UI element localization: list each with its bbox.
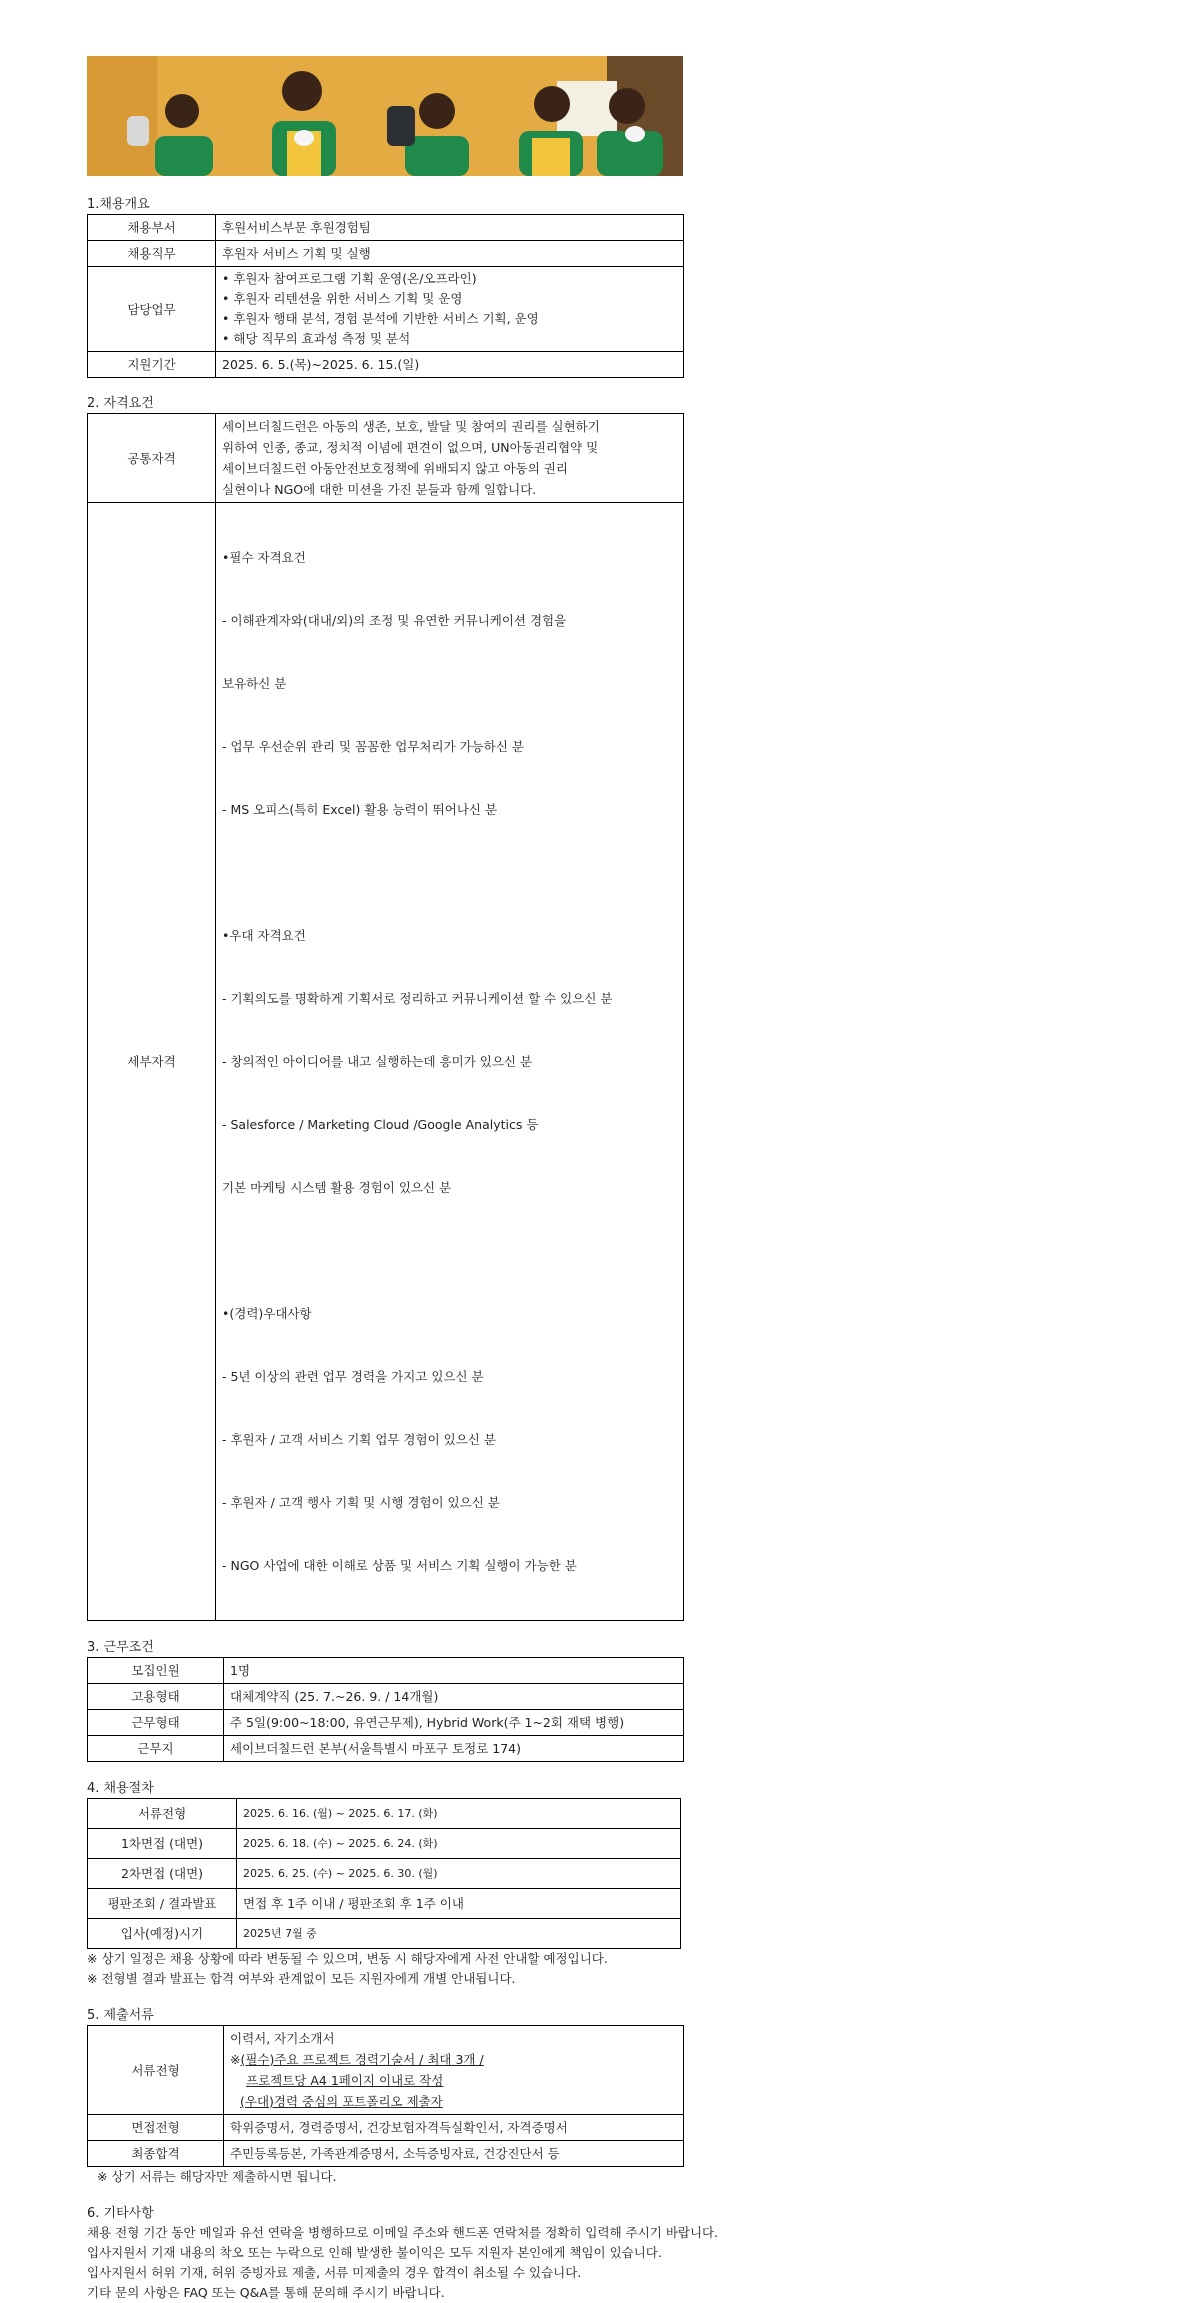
blank-line — [222, 862, 677, 883]
documents-note: ※ 상기 서류는 해당자만 제출하시면 됩니다. — [97, 2169, 337, 2184]
blank-line — [222, 1240, 677, 1261]
children-photo-illustration — [87, 56, 683, 176]
text-line — [230, 2049, 677, 2070]
text-line: - Salesforce / Marketing Cloud /Google Analytics 등 — [222, 1117, 539, 1132]
table-row — [88, 1799, 681, 1829]
row-label: 최종합격 — [88, 2141, 224, 2167]
row-label: 근무형태 — [88, 1710, 224, 1736]
text-line: - 후원자 / 고객 서비스 기획 업무 경험이 있으신 분 — [222, 1432, 496, 1447]
schedule-note: ※ 상기 일정은 채용 상황에 따라 변동될 수 있으며, 변동 시 해당자에게 사전 안내할 예정입니다. — [87, 1951, 608, 1966]
duty-line: • 후원자 리텐션을 위한 서비스 기획 및 운영 — [222, 291, 463, 306]
text-line — [230, 2091, 677, 2112]
text-line: 실현이나 NGO에 대한 미션을 가진 분들과 함께 일합니다. — [222, 482, 537, 497]
text-line: 세이브더칠드런은 아동의 생존, 보호, 발달 및 참여의 권리를 실현하기 — [222, 419, 600, 434]
text-line: 보유하신 분 — [222, 676, 287, 691]
row-label: 채용직무 — [88, 241, 216, 267]
section-6-title: 6. 기타사항 — [87, 2206, 154, 2221]
row-label: 서류전형 — [88, 2026, 224, 2115]
duty-line: • 해당 직무의 효과성 측정 및 분석 — [222, 331, 411, 346]
documents-table — [87, 2025, 684, 2167]
text-line: 채용 전형 기간 동안 메일과 유선 연락을 병행하므로 이메일 주소와 핸드폰 연락처를 정확히 입력해 주시기 바랍니다. — [87, 2225, 719, 2240]
row-label: 면접전형 — [88, 2115, 224, 2141]
row-label: 평판조회 / 결과발표 — [88, 1889, 237, 1919]
qualification-table — [87, 413, 684, 1621]
table-row — [88, 1658, 684, 1684]
doc-review-cell — [224, 2026, 684, 2115]
table-row — [88, 1889, 681, 1919]
row-label: 1차면접 (대면) — [88, 1829, 237, 1859]
table-row — [88, 414, 684, 503]
text-line: 이력서, 자기소개서 — [230, 2031, 335, 2046]
duties-cell — [216, 267, 684, 352]
table-row — [88, 215, 684, 241]
table-row — [88, 2141, 684, 2167]
required-doc-text: 프로젝트당 A4 1페이지 이내로 작성 — [246, 2073, 444, 2088]
row-label: 2차면접 (대면) — [88, 1859, 237, 1889]
table-row — [88, 241, 684, 267]
row-value: 2025. 6. 25. (수) ~ 2025. 6. 30. (월) — [237, 1859, 681, 1889]
section-2-title: 2. 자격요건 — [87, 396, 154, 411]
text-line — [230, 2070, 677, 2091]
working-conditions-table — [87, 1657, 684, 1762]
text-line: 입사지원서 허위 기재, 허위 증빙자료 제출, 서류 미제출의 경우 합격이 취소될 수 있습니다. — [87, 2265, 582, 2280]
hiring-process-table — [87, 1798, 681, 1949]
text-line: - 업무 우선순위 관리 및 꼼꼼한 업무처리가 가능하신 분 — [222, 739, 524, 754]
row-value: 학위증명서, 경력증명서, 건강보험자격득실확인서, 자격증명서 — [224, 2115, 684, 2141]
row-value: 후원자 서비스 기획 및 실행 — [216, 241, 684, 267]
row-label: 채용부서 — [88, 215, 216, 241]
section-1-title: 1.채용개요 — [87, 197, 150, 212]
text-line: - NGO 사업에 대한 이해로 상품 및 서비스 기획 실행이 가능한 분 — [222, 1558, 577, 1573]
row-value: 2025. 6. 5.(목)~2025. 6. 15.(일) — [216, 352, 684, 378]
table-row — [88, 1859, 681, 1889]
overview-table — [87, 214, 684, 378]
row-label: 고용형태 — [88, 1684, 224, 1710]
text-line: - 5년 이상의 관련 업무 경력을 가지고 있으신 분 — [222, 1369, 484, 1384]
text-line: 기본 마케팅 시스템 활용 경험이 있으신 분 — [222, 1180, 452, 1195]
row-value: 후원서비스부문 후원경험팀 — [216, 215, 684, 241]
section-4-title: 4. 채용절차 — [87, 1781, 154, 1796]
row-value: 주 5일(9:00~18:00, 유연근무제), Hybrid Work(주 1~2회 재택 병행) — [224, 1710, 684, 1736]
row-value: 주민등록등본, 가족관계증명서, 소득증빙자료, 건강진단서 등 — [224, 2141, 684, 2167]
text-line: 세이브더칠드런 아동안전보호정책에 위배되지 않고 아동의 권리 — [222, 461, 568, 476]
preferred-doc-text: (우대)경력 중심의 포트폴리오 제출자 — [240, 2094, 443, 2109]
table-row — [88, 352, 684, 378]
row-label: 근무지 — [88, 1736, 224, 1762]
table-row — [88, 1684, 684, 1710]
result-note: ※ 전형별 결과 발표는 합격 여부와 관계없이 모든 지원자에게 개별 안내됩니다. — [87, 1971, 516, 1986]
text-line: - 창의적인 아이디어를 내고 실행하는데 흥미가 있으신 분 — [222, 1054, 533, 1069]
row-value: 면접 후 1주 이내 / 평판조회 후 1주 이내 — [237, 1889, 681, 1919]
text-line: 입사지원서 기재 내용의 착오 또는 누락으로 인해 발생한 불이익은 모두 지원자 본인에게 책임이 있습니다. — [87, 2245, 662, 2260]
row-label: 지원기간 — [88, 352, 216, 378]
table-row — [88, 1919, 681, 1949]
section-3-title: 3. 근무조건 — [87, 1640, 154, 1655]
text-line: •우대 자격요건 — [222, 928, 306, 943]
row-value: 대체계약직 (25. 7.~26. 9. / 14개월) — [224, 1684, 684, 1710]
banner-photo — [87, 56, 683, 176]
table-row — [88, 1736, 684, 1762]
row-value: 1명 — [224, 1658, 684, 1684]
section-5-title: 5. 제출서류 — [87, 2008, 154, 2023]
table-row — [88, 267, 684, 352]
required-doc-text: (필수)주요 프로젝트 경력기술서 / 최대 3개 / — [240, 2052, 484, 2067]
table-row — [88, 1829, 681, 1859]
table-row — [88, 1710, 684, 1736]
text-line: •필수 자격요건 — [222, 550, 306, 565]
duty-line: • 후원자 행태 분석, 경험 분석에 기반한 서비스 기획, 운영 — [222, 311, 539, 326]
text-line: 기타 문의 사항은 FAQ 또는 Q&A를 통해 문의해 주시기 바랍니다. — [87, 2285, 445, 2300]
text-line: - 이해관계자와(대내/외)의 조정 및 유연한 커뮤니케이션 경험을 — [222, 613, 567, 628]
text-line: •(경력)우대사항 — [222, 1306, 312, 1321]
detail-qualification-cell — [216, 503, 684, 1621]
row-label: 공통자격 — [88, 414, 216, 503]
table-row — [88, 503, 684, 1621]
row-label: 모집인원 — [88, 1658, 224, 1684]
row-label: 담당업무 — [88, 267, 216, 352]
note-mark: ※ — [230, 2052, 241, 2067]
row-value: 2025년 7월 중 — [237, 1919, 681, 1949]
row-value: 2025. 6. 16. (월) ~ 2025. 6. 17. (화) — [237, 1799, 681, 1829]
row-label: 입사(예정)시기 — [88, 1919, 237, 1949]
other-notes — [87, 2223, 987, 2303]
row-label: 세부자격 — [88, 503, 216, 1621]
job-posting — [87, 56, 987, 2303]
duty-line: • 후원자 참여프로그램 기획 운영(온/오프라인) — [222, 271, 477, 286]
row-label: 서류전형 — [88, 1799, 237, 1829]
common-qualification-cell — [216, 414, 684, 503]
table-row — [88, 2026, 684, 2115]
text-line: - 후원자 / 고객 행사 기획 및 시행 경험이 있으신 분 — [222, 1495, 500, 1510]
table-row — [88, 2115, 684, 2141]
row-value: 세이브더칠드런 본부(서울특별시 마포구 토정로 174) — [224, 1736, 684, 1762]
row-value: 2025. 6. 18. (수) ~ 2025. 6. 24. (화) — [237, 1829, 681, 1859]
text-line: - MS 오피스(특히 Excel) 활용 능력이 뛰어나신 분 — [222, 802, 498, 817]
text-line: - 기획의도를 명확하게 기획서로 정리하고 커뮤니케이션 할 수 있으신 분 — [222, 991, 613, 1006]
text-line: 위하여 인종, 종교, 정치적 이념에 편견이 없으며, UN아동권리협약 및 — [222, 440, 599, 455]
